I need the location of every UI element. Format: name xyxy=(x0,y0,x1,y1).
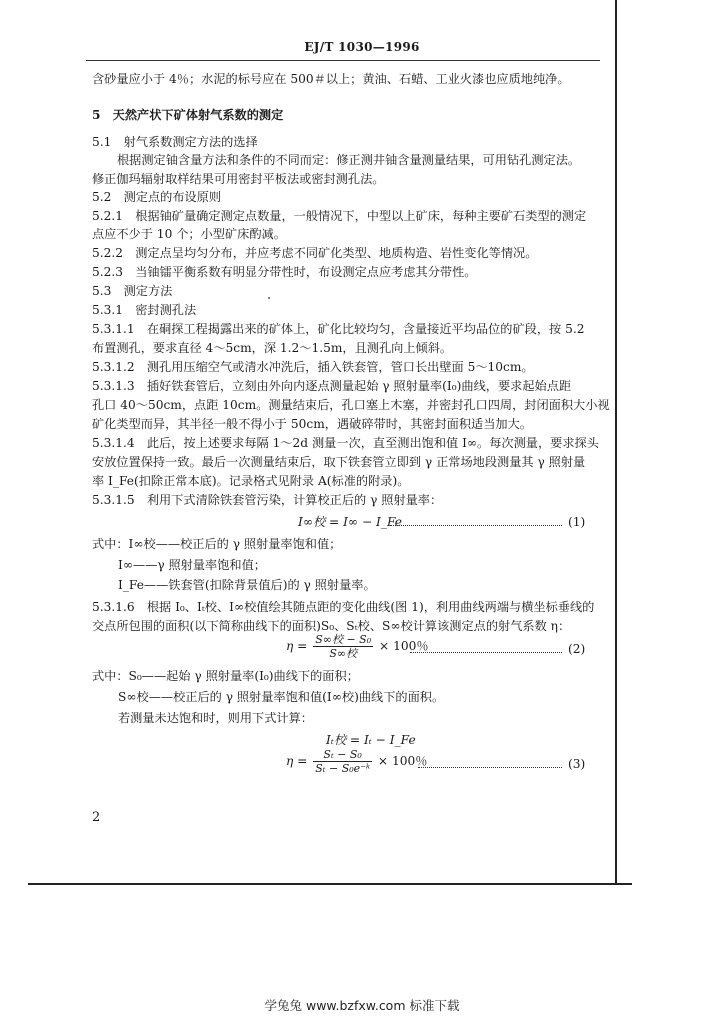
clause-5-2-2: 5.2.2 测定点呈均匀分布，并应考虑不同矿化类型、地质构造、岩性变化等情况。 xyxy=(92,246,538,260)
variable-definition: I∞——γ 照射量率饱和值； xyxy=(118,558,266,572)
text-line: 修正伽玛辐射取样结果可用密封平板法或密封测孔法。 xyxy=(92,172,385,186)
clause-5-3-1-6: 5.3.1.6 根据 I₀、Iₜ校、I∞校值绘其随点距的变化曲线(图 1)，利用曲线两端与横坐标垂线的 xyxy=(92,600,595,614)
text-line: 布置测孔，要求直径 4～5cm，深 1.2～1.5m，且测孔向上倾斜。 xyxy=(92,341,453,355)
clause-5-3-1-5: 5.3.1.5 利用下式清除铁套管污染，计算校正后的 γ 照射量率： xyxy=(92,493,443,507)
section-heading-5-3: 5.3 测定方法 xyxy=(92,284,173,298)
equation-leader xyxy=(418,767,562,768)
clause-5-2-3: 5.2.3 当铀镭平衡系数有明显分带性时，布设测定点应考虑其分带性。 xyxy=(92,265,477,279)
equation-3-fraction xyxy=(313,748,372,775)
text-line: 含砂量应小于 4％；水泥的标号应在 500＃以上；黄油、石蜡、工业火漆也应质地纯净。 xyxy=(92,72,570,86)
stray-mark xyxy=(268,297,270,299)
text-line: 安放位置保持一致。最后一次测量结束后，取下铁套管立即到 γ 正常场地段测量其 γ 照射量 xyxy=(92,455,586,469)
equation-1: I∞校 = I∞ − I_Fe xyxy=(298,515,402,529)
text-line: 孔口 40～50cm，点距 10cm。测量结束后，孔口塞上木塞，并密封孔口四周，封闭面积大小视 xyxy=(92,398,610,412)
clause-5-3-1-3: 5.3.1.3 插好铁套管后，立刻由外向内逐点测量起始 γ 照射量率(I₀)曲线，要求起始点距 xyxy=(92,379,572,393)
equation-1-number: (1) xyxy=(568,515,586,529)
variable-definition: I_Fe——铁套管(扣除背景值后)的 γ 照射量率。 xyxy=(118,578,376,592)
clause-5-3-1-4: 5.3.1.4 此后，按上述要求每隔 1～2d 测量一次，直至测出饱和值 I∞。每次测量，要求探头 xyxy=(92,436,599,450)
equation-3-tail: × 100％ xyxy=(377,754,428,768)
equation-2-tail: × 100％ xyxy=(379,639,429,653)
text-line: 根据测定铀含量方法和条件的不同而定：修正测井铀含量测量结果，可用钻孔测定法。 xyxy=(117,153,581,167)
footer-watermark[interactable]: 学兔兔 www.bzfxw.com 标准下载 xyxy=(264,998,460,1013)
text-line: 若测量未达饱和时，则用下式计算： xyxy=(118,711,313,725)
section-heading-5-2: 5.2 测定点的布设原则 xyxy=(92,190,222,204)
equation-2-fraction xyxy=(313,633,373,660)
page-frame-bottom xyxy=(28,883,632,885)
equation-2-denominator: S∞校 xyxy=(313,646,373,660)
variable-definition: S∞校——校正后的 γ 照射量率饱和值(I∞校)曲线下的面积。 xyxy=(118,690,445,704)
equation-2 xyxy=(286,633,429,660)
variable-definition: 式中：I∞校——校正后的 γ 照射量率饱和值； xyxy=(92,537,342,551)
equation-3 xyxy=(286,748,427,775)
section-heading-5: 5 天然产状下矿体射气系数的测定 xyxy=(92,108,284,122)
equation-3-number: (3) xyxy=(568,757,586,771)
equation-3-denominator: Sₜ − S₀e⁻ᵏ xyxy=(315,762,370,775)
equation-leader xyxy=(390,525,562,526)
section-heading-5-1: 5.1 射气系数测定方法的选择 xyxy=(92,135,258,149)
section-heading-5-3-1: 5.3.1 密封测孔法 xyxy=(92,303,197,317)
standard-number: EJ/T 1030—1996 xyxy=(304,40,420,54)
equation-3a: Iₜ校 = Iₜ − I_Fe xyxy=(326,733,416,747)
equation-leader xyxy=(410,652,562,653)
text-line: 率 I_Fe(扣除正常本底)。记录格式见附录 A(标准的附录)。 xyxy=(92,474,410,488)
page-frame-right xyxy=(615,0,617,885)
clause-5-3-1-1: 5.3.1.1 在硐探工程揭露出来的矿体上，矿化比较均匀，含量接近平均品位的矿段，按 5.2 xyxy=(92,322,585,336)
equation-2-number: (2) xyxy=(568,642,586,656)
equation-3-lhs: η = xyxy=(286,754,308,768)
page-number: 2 xyxy=(92,810,101,825)
equation-2-numerator: S∞校 − S₀ xyxy=(315,633,372,646)
variable-definition: 式中：S₀——起始 γ 照射量率(I₀)曲线下的面积； xyxy=(92,669,359,683)
equation-2-lhs: η = xyxy=(286,639,308,653)
text-line: 矿化类型而异，其半径一般不得小于 50cm，遇破碎带时，其密封面积适当加大。 xyxy=(92,417,532,431)
clause-5-3-1-2: 5.3.1.2 测孔用压缩空气或清水冲洗后，插入铁套管，管口长出壁面 5～10cm。 xyxy=(92,360,534,374)
clause-5-2-1: 5.2.1 根据铀矿量确定测定点数量，一般情况下，中型以上矿床，每种主要矿石类型的测定 xyxy=(92,209,587,223)
text-line: 点应不少于 10 个；小型矿床酌减。 xyxy=(92,227,286,241)
equation-3-numerator: Sₜ − S₀ xyxy=(323,748,362,761)
text-line: 交点所包围的面积(以下简称曲线下的面积)S₀、Sₜ校、S∞校计算该测定点的射气系数 η： xyxy=(92,619,571,633)
header-rule xyxy=(86,60,600,61)
